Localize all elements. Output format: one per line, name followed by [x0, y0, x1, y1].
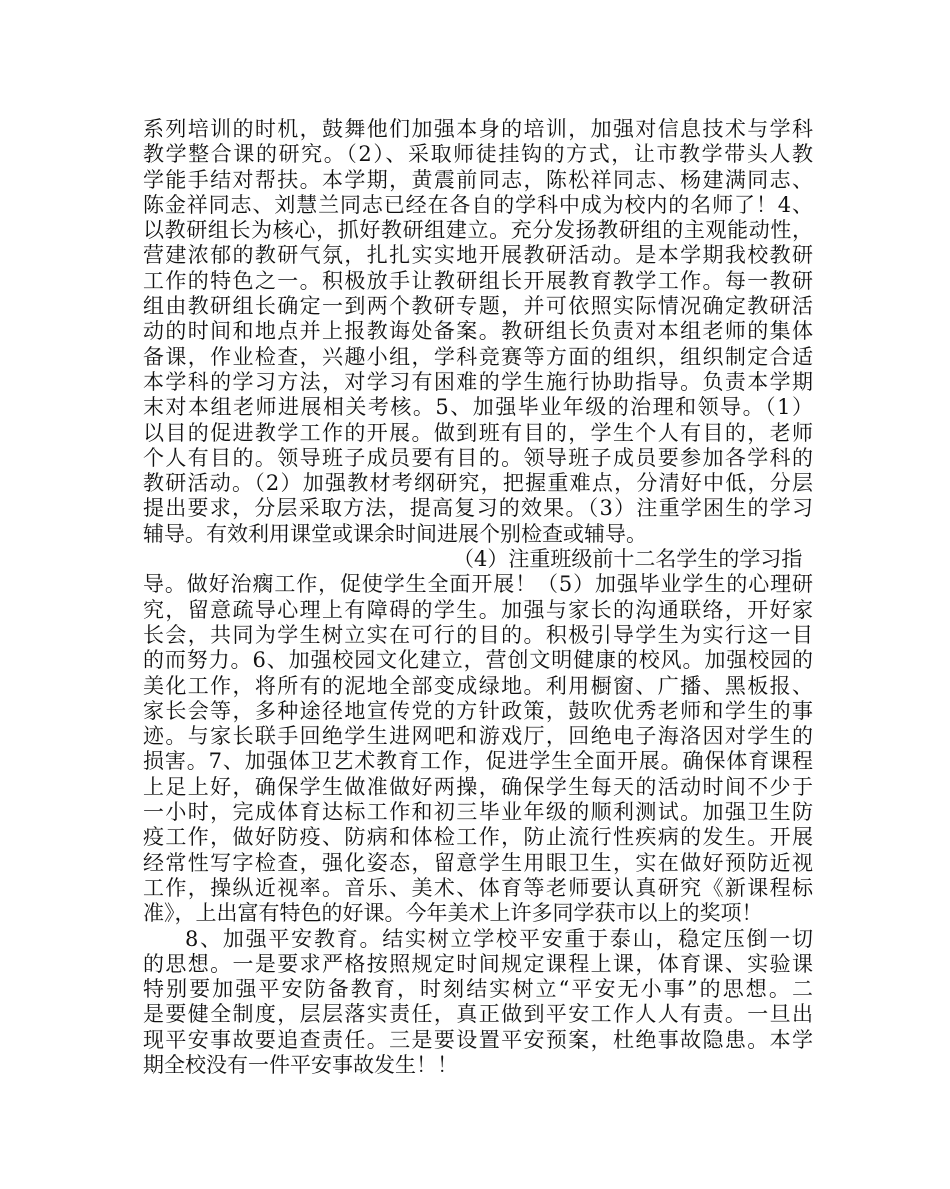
- text-line: 究，留意疏导心理上有障碍的学生。加强与家长的沟通联络，开好家: [143, 597, 813, 622]
- text-line: 经常性写字检查，强化姿态，留意学生用眼卫生，实在做好预防近视: [143, 850, 813, 875]
- text-line: 上足上好，确保学生做准做好两操，确保学生每天的活动时间不少于: [143, 774, 813, 799]
- text-line: 的思想。一是要求严格按照规定时间规定课程上课，体育课、实验课: [143, 951, 813, 976]
- text-line: （4）注重班级前十二名学生的学习指: [453, 547, 803, 572]
- text-line: 疫工作，做好防疫、防病和体检工作，防止流行性疾病的发生。开展: [143, 825, 813, 850]
- text-line: 现平安事故要追查责任。三是要设置平安预案，杜绝事故隐患。本学: [143, 1027, 813, 1052]
- text-line: 特别要加强平安防备教育，时刻结实树立“平安无小事”的思想。二: [143, 977, 813, 1002]
- text-line: 以目的促进教学工作的开展。做到班有目的，学生个人有目的，老师: [143, 420, 813, 445]
- text-line: 损害。7、加强体卫艺术教育工作，促进学生全面开展。确保体育课程: [143, 749, 813, 774]
- text-line: 教学整合课的研究。（2）、采取师徒挂钩的方式，让市教学带头人教: [143, 142, 813, 167]
- text-line: 动的时间和地点并上报教诲处备案。教研组长负责对本组老师的集体: [143, 319, 813, 344]
- text-line: 组由教研组长确定一到两个教研专题，并可依照实际情况确定教研活: [143, 294, 813, 319]
- text-line: 教研活动。（2）加强教材考纲研究，把握重难点，分清好中低，分层: [143, 471, 813, 496]
- text-line: 学能手结对帮扶。本学期，黄震前同志，陈松祥同志、杨建满同志、: [143, 167, 813, 192]
- text-line: 8、加强平安教育。结实树立学校平安重于泰山，稳定压倒一切: [185, 926, 813, 951]
- text-line: 营建浓郁的教研气氛，扎扎实实地开展教研活动。是本学期我校教研: [143, 243, 813, 268]
- text-line: 陈金祥同志、刘慧兰同志已经在各自的学科中成为校内的名师了！4、: [143, 192, 813, 217]
- text-line: 的而努力。6、加强校园文化建立，营创文明健康的校风。加强校园的: [143, 648, 813, 673]
- text-line: 备课，作业检查，兴趣小组，学科竞赛等方面的组织，组织制定合适: [143, 344, 813, 369]
- text-line: 辅导。有效利用课堂或课余时间进展个别检查或辅导。: [143, 521, 647, 546]
- text-line: 以教研组长为核心，抓好教研组建立。充分发扬教研组的主观能动性，: [143, 218, 813, 243]
- text-line: 是要健全制度，层层落实责任，真正做到平安工作人人有责。一旦出: [143, 1002, 813, 1027]
- text-line: 本学科的学习方法，对学习有困难的学生施行协助指导。负责本学期: [143, 369, 813, 394]
- text-line: 准》，上出富有特色的好课。今年美术上许多同学获市以上的奖项！: [143, 901, 763, 926]
- text-line: 工作，操纵近视率。音乐、美术、体育等老师要认真研究《新课程标: [143, 875, 813, 900]
- text-line: 工作的特色之一。积极放手让教研组长开展教育教学工作。每一教研: [143, 268, 813, 293]
- text-line: 系列培训的时机，鼓舞他们加强本身的培训，加强对信息技术与学科: [143, 117, 813, 141]
- text-line: 期全校没有一件平安事故发生！！: [143, 1052, 458, 1077]
- text-line: 一小时，完成体育达标工作和初三毕业年级的顺利测试。加强卫生防: [143, 800, 813, 825]
- text-line: 提出要求，分层采取方法，提高复习的效果。（3）注重学困生的学习: [143, 496, 813, 521]
- text-line: 末对本组老师进展相关考核。5、加强毕业年级的治理和领导。（1）: [143, 395, 813, 420]
- text-line: 导。做好治瘸工作，促使学生全面开展！（5）加强毕业学生的心理研: [143, 572, 813, 597]
- text-line: 长会，共同为学生树立实在可行的目的。积极引导学生为实行这一目: [143, 622, 813, 647]
- body-text: [143, 117, 813, 1078]
- text-line: 美化工作，将所有的泥地全部变成绿地。利用橱窗、广播、黑板报、: [143, 673, 813, 698]
- text-line: 家长会等，多种途径地宣传党的方针政策，鼓吹优秀老师和学生的事: [143, 698, 813, 723]
- text-line: 个人有目的。领导班子成员要有目的。领导班子成员要参加各学科的: [143, 445, 813, 470]
- text-line: 迹。与家长联手回绝学生进网吧和游戏厅，回绝电子海洛因对学生的: [143, 724, 813, 749]
